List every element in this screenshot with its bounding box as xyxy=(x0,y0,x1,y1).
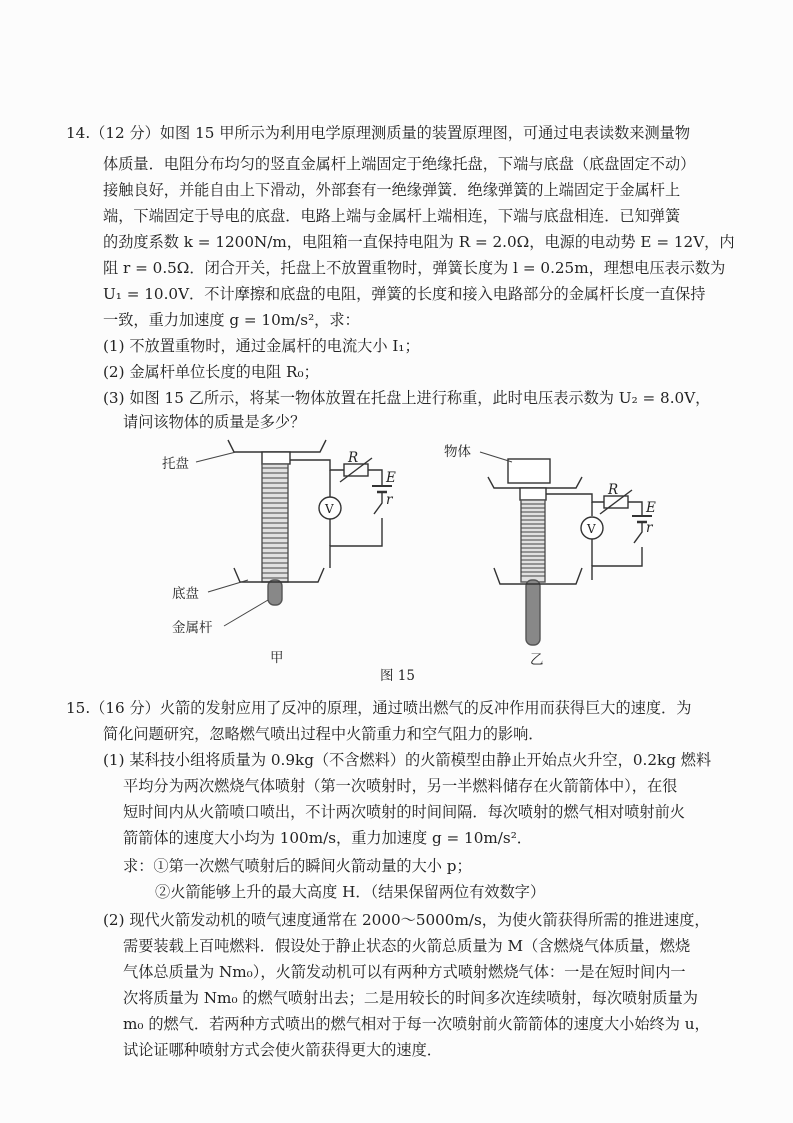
metal-rod-yi xyxy=(526,580,540,645)
figure-15 xyxy=(0,430,793,690)
caption-jia: 甲 xyxy=(270,650,284,666)
object-yi xyxy=(508,459,550,483)
q15-line: 平均分为两次燃烧气体喷射（第一次喷射时，另一半燃料储存在火箭箭体中），在很 xyxy=(123,777,678,795)
q15-line: 简化问题研究，忽略燃气喷出过程中火箭重力和空气阻力的影响． xyxy=(103,725,544,743)
q14-line: 请问该物体的质量是多少？ xyxy=(123,413,306,431)
voltmeter-yi: V xyxy=(587,522,596,536)
q15-ask-1: 求：①第一次燃气喷射后的瞬间火箭动量的大小 p； xyxy=(123,857,472,875)
label-object: 物体 xyxy=(444,444,471,460)
q14-subquestion-3: (3) 如图 15 乙所示，将某一物体放置在托盘上进行称重，此时电压表示数为 U₂ = 8.0V， xyxy=(103,389,711,407)
label-E-yi: E xyxy=(646,500,656,516)
metal-rod-jia xyxy=(268,580,282,605)
voltmeter-jia: V xyxy=(325,502,334,516)
q14-line: 体质量．电阻分布均匀的竖直金属杆上端固定于绝缘托盘，下端与底盘（底盘固定不动） xyxy=(103,155,696,173)
q14-line: 接触良好，并能自由上下滑动，外部套有一绝缘弹簧．绝缘弹簧的上端固定于金属杆上 xyxy=(103,181,681,199)
q15-ask-2: ②火箭能够上升的最大高度 H．（结果保留两位有效数字） xyxy=(155,883,546,901)
q15-line: 15.（16 分）火箭的发射应用了反冲的原理，通过喷出燃气的反冲作用而获得巨大的速度．为 xyxy=(66,699,692,717)
q14-line: 阻 r = 0.5Ω．闭合开关，托盘上不放置重物时，弹簧长度为 l = 0.25m，理想电压表示数为 xyxy=(103,259,726,277)
q14-line: 14.（12 分）如图 15 甲所示为利用电学原理测质量的装置原理图，可通过电表读数来测量物 xyxy=(66,124,691,142)
label-r-jia: r xyxy=(386,492,393,508)
caption-yi: 乙 xyxy=(530,652,544,668)
q15-line: 箭箭体的速度大小均为 100m/s，重力加速度 g = 10m/s²． xyxy=(123,829,532,847)
q15-line: 短时间内从火箭喷口喷出，不计两次喷射的时间间隔．每次喷射的燃气相对喷射前火 xyxy=(123,803,685,821)
q14-subquestion-2: (2) 金属杆单位长度的电阻 R₀； xyxy=(103,363,319,381)
label-tray: 托盘 xyxy=(162,456,189,472)
q15-line: 试论证哪种喷射方式会使火箭获得更大的速度． xyxy=(123,1041,442,1059)
q15-line: 气体总质量为 Nm₀），火箭发动机可以有两种方式喷射燃烧气体：一是在短时间内一 xyxy=(123,963,686,981)
rod-top-block xyxy=(262,452,290,464)
q14-subquestion-1: (1) 不放置重物时，通过金属杆的电流大小 I₁； xyxy=(103,337,420,355)
label-rod: 金属杆 xyxy=(172,620,213,636)
rod-top-block-yi xyxy=(520,488,546,500)
q14-line: U₁ = 10.0V．不计摩擦和底盘的电阻，弹簧的长度和接入电路部分的金属杆长度一直保持 xyxy=(103,285,706,303)
q15-subquestion-2: (2) 现代火箭发动机的喷气速度通常在 2000～5000m/s，为使火箭获得所需的推进速度， xyxy=(103,911,710,929)
label-R-yi: R xyxy=(608,482,619,498)
label-base: 底盘 xyxy=(172,586,199,602)
q14-line: 一致，重力加速度 g = 10m/s²，求： xyxy=(103,311,360,329)
spring-jia xyxy=(262,464,288,582)
figure-caption: 图 15 xyxy=(380,668,415,684)
label-r-yi: r xyxy=(646,520,653,536)
label-E-jia: E xyxy=(386,470,396,486)
q14-line: 端，下端固定于导电的底盘．电路上端与金属杆上端相连，下端与底盘相连．已知弹簧 xyxy=(103,207,681,225)
q15-line: 需要装载上百吨燃料．假设处于静止状态的火箭总质量为 M（含燃烧气体质量，燃烧 xyxy=(123,937,691,955)
spring-yi xyxy=(521,500,545,582)
q15-line: m₀ 的燃气．若两种方式喷出的燃气相对于每一次喷射前火箭箭体的速度大小始终为 u， xyxy=(123,1015,710,1033)
tray-jia xyxy=(228,440,326,452)
label-R-jia: R xyxy=(348,450,359,466)
circuit-jia xyxy=(290,458,392,568)
q15-subquestion-1: (1) 某科技小组将质量为 0.9kg（不含燃料）的火箭模型由静止开始点火升空，0.2kg 燃料 xyxy=(103,751,712,769)
q15-line: 次将质量为 Nm₀ 的燃气喷射出去；二是用较长的时间多次连续喷射，每次喷射质量为 xyxy=(123,989,698,1007)
circuit-yi xyxy=(546,490,652,580)
q14-line: 的劲度系数 k = 1200N/m，电阻箱一直保持电阻为 R = 2.0Ω，电源的电动势 E = 12V，内 xyxy=(103,233,735,251)
